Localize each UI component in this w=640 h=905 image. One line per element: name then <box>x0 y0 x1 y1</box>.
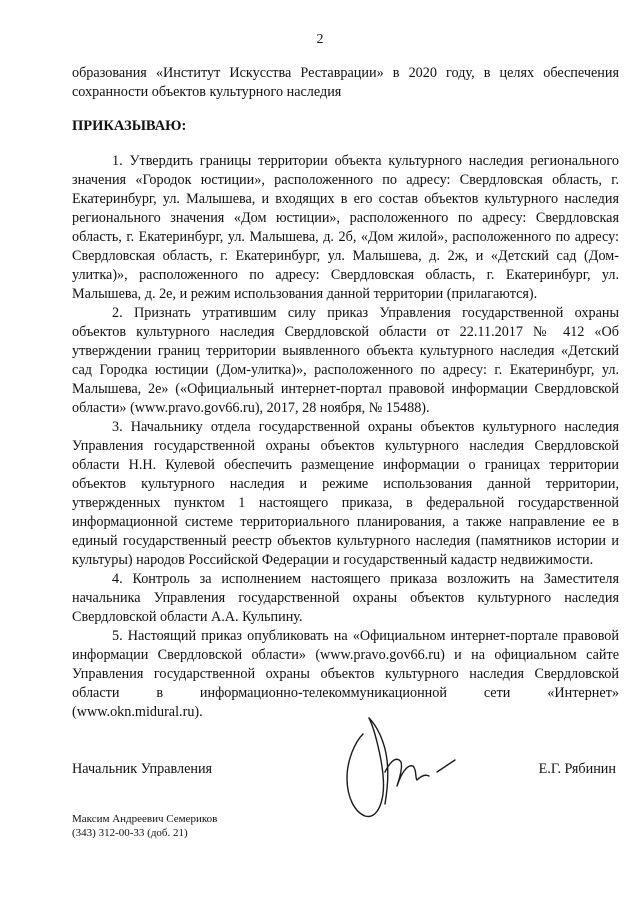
signatory-title: Начальник Управления <box>72 761 213 777</box>
order-item-2: 2. Признать утратившим силу приказ Управления государственной охраны объектов культурного наследия Свердловской области от 22.11.2017 № 412 «Об утверждении границ территории выявленного объекта культурного наследия «Детский сад Городка юстиции (Дом-улитка)», расположенного по адресу: г. Екатеринбург, ул. Малышева, 2е» («Официальный интернет-портал правовой информации Свердловской области» (www.pravo.gov66.ru), 2017, 28 ноября, № 15488). <box>72 305 619 416</box>
contact-info <box>72 812 217 840</box>
signatory-name: Е.Г. Рябинин <box>538 761 616 777</box>
page-number: 2 <box>316 32 324 47</box>
order-items <box>72 152 619 722</box>
order-item-1: 1. Утвердить границы территории объекта культурного наследия регионального значения «Городок юстиции», расположенного по адресу: Свердловская область, г. Екатеринбург, ул. Малышева, и входящих в его состав объектов культурного наследия регионального значения «Дом юстиции», расположенного по адресу: Свердловская область, г. Екатеринбург, ул. Малышева, д. 2б, «Дом жилой», расположенного по адресу: Свердловская область, г. Екатеринбург, ул. Малышева, д. 2ж, и «Детский сад (Дом-улитка)», расположенного по адресу: Свердловская область, г. Екатеринбург, ул. Малышева, д. 2е, и режим использования данной территории (прилагаются). <box>72 153 619 302</box>
contact-name: Максим Андреевич Семериков <box>72 813 218 825</box>
intro-paragraph: образования «Институт Искусства Реставрации» в 2020 году, в целях обеспечения сохранности объектов культурного наследия <box>72 65 619 100</box>
order-item-5: 5. Настоящий приказ опубликовать на «Официальном интернет-портале правовой информации Свердловской области» (www.pravo.gov66.ru) и на официальном сайте Управления государственной охраны объектов культурного наследия Свердловской области в информационно-телекоммуникационной сети «Интернет» (www.okn.midural.ru). <box>72 628 619 720</box>
contact-phone: (343) 312-00-33 (доб. 21) <box>72 827 188 839</box>
order-item-3: 3. Начальнику отдела государственной охраны объектов культурного наследия Управления государственной охраны объектов культурного наследия Свердловской области Н.Н. Кулевой обеспечить размещение информации о границах территории объектов культурного наследия и режиме использования данной территории, утвержденных пунктом 1 настоящего приказа, в федеральной государственной информационной системе территориального планирования, а также направление ее в единый государственный реестр объектов культурного наследия (памятников истории и культуры) народов Российской Федерации и государственный кадастр недвижимости. <box>72 419 619 568</box>
order-item-4: 4. Контроль за исполнением настоящего приказа возложить на Заместителя начальника Управления государственной охраны объектов культурного наследия Свердловской области А.А. Кульпину. <box>72 571 619 625</box>
signature-block <box>72 760 616 782</box>
order-heading: ПРИКАЗЫВАЮ: <box>72 118 187 134</box>
